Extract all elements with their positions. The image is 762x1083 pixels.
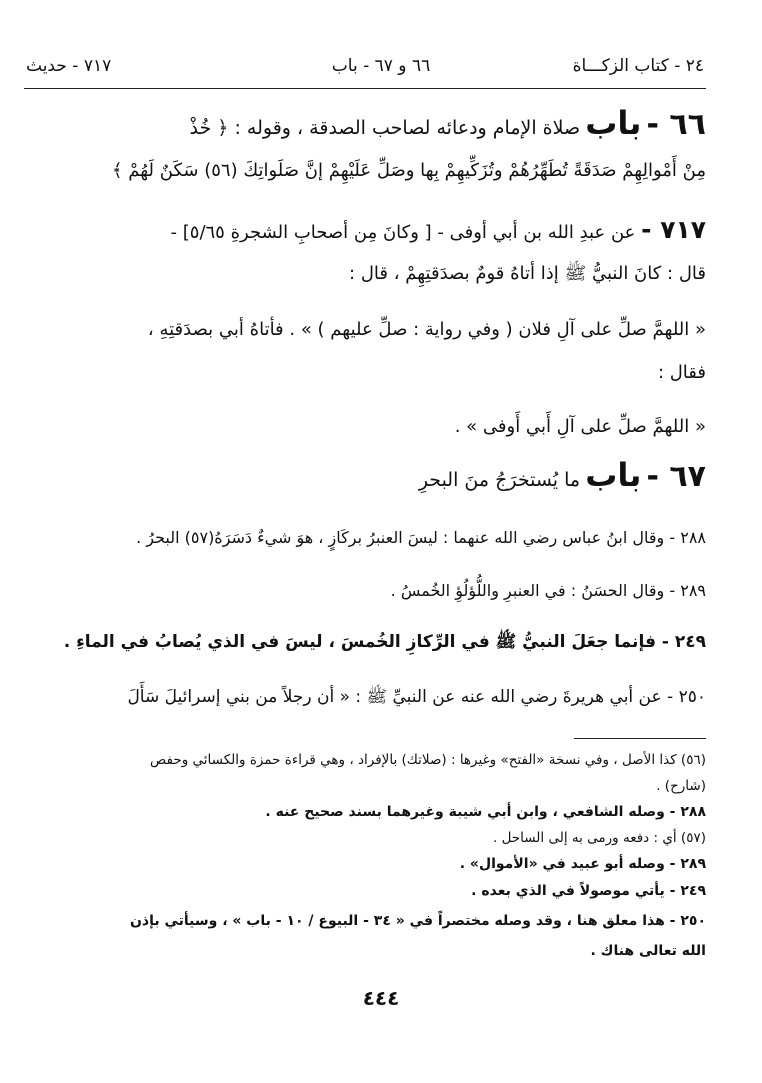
footnote-57: (٥٧) أي : دفعه ورمى به إلى الساحل . — [493, 830, 706, 846]
footnote-56: (٥٦) كذا الأصل ، وفي نسخة «الفتح» وغيرها : (صلاتك) بالإفراد ، وهي قراءة حمزة والكسائي وحفص — [150, 752, 706, 768]
bab-67-number: ٦٧ - — [646, 459, 706, 494]
hadith-717-number: ٧١٧ - — [641, 215, 706, 244]
narration-288: ٢٨٨ - وقال ابنُ عباس رضي الله عنهما : ليسَ العنبرُ بركَازٍ ، هوَ شيءٌ دَسَرَهُ(٥٧) البحرُ . — [136, 528, 706, 547]
header-divider — [24, 88, 706, 89]
footnote-56-cont: (شارح) . — [656, 778, 706, 794]
bab-67-title: ما يُستخرَجُ منَ البحرِ — [418, 469, 581, 491]
bab-66-word: باب — [585, 104, 642, 142]
footnote-250-cont: الله تعالى هناك . — [590, 943, 706, 959]
hadith-717-isnad: عن عبدِ الله بن أبي أوفى - [ وكانَ مِن أصحابِ الشجرةِ ٥/٦٥] - — [170, 222, 636, 243]
narration-250: ٢٥٠ - عن أبي هريرةَ رضي الله عنه عن النبيِّ ﷺ : « أن رجلاً من بني إسرائيلَ سَأَلَ — [127, 687, 706, 707]
footnote-288: ٢٨٨ - وصله الشافعي ، وابن أبي شيبة وغيرهما بسند صحيح عنه . — [265, 804, 706, 820]
footnote-250: ٢٥٠ - هذا معلق هنا ، وقد وصله مختصراً في « ٣٤ - البيوع / ١٠ - باب » ، وسيأتي بإذن — [129, 913, 706, 929]
hadith-717-line-2: قال : كانَ النبيُّ ﷺ إذا أتاهُ قومٌ بصدَقتِهِمْ ، قال : — [349, 263, 706, 284]
hadith-717-line-5: « اللهمَّ صلِّ على آلِ أَبي أَوفى » . — [454, 416, 706, 437]
narration-289: ٢٨٩ - وقال الحسَنُ : في العنبرِ واللُّؤلُؤِ الخُمسُ . — [390, 581, 706, 600]
hadith-717-line-3: « اللهمَّ صلِّ على آلِ فلان ( وفي رواية : صلِّ عليهم ) » . فأتاهُ أبي بصدَقتِهِ ، — [147, 319, 706, 340]
footnote-249: ٢٤٩ - يأتي موصولاً في الذي بعده . — [471, 883, 706, 899]
page-number: ٤٤٤ — [362, 986, 400, 1010]
narration-249: ٢٤٩ - فإنما جعَلَ النبيُّ ﷺ في الرِّكازِ الخُمسَ ، ليسَ في الذي يُصابُ في الماءِ . — [63, 632, 706, 652]
bab-66-title: صلاة الإمام ودعائه لصاحب الصدقة ، وقوله : ﴿ خُذْ — [189, 117, 581, 139]
bab-66-number: ٦٦ - — [646, 107, 706, 142]
header-hadith: ٧١٧ - حديث — [26, 56, 112, 76]
bab-67-word: باب — [585, 456, 642, 494]
hadith-717-line-1 — [171, 215, 706, 244]
footnote-divider — [574, 738, 706, 739]
header-section: ٦٦ و ٦٧ - باب — [331, 56, 431, 76]
bab-66-heading — [190, 104, 706, 142]
footnote-289: ٢٨٩ - وصله أبو عبيد في «الأموال» . — [459, 856, 706, 872]
hadith-717-line-4: فقال : — [657, 362, 706, 383]
bab-66-verse: مِنْ أَمْوالِهِمْ صَدَقَةً تُطَهِّرُهُمْ وتُزَكِّيهِمْ بِها وصَلِّ عَلَيْهِمْ إنَّ صَلَواتِكَ (٥٦) سَكَنٌ لَهُمْ ﴾ — [112, 160, 706, 181]
bab-67-heading — [419, 456, 706, 494]
header-book-title: ٢٤ - كتاب الزكـــاة — [572, 56, 704, 76]
